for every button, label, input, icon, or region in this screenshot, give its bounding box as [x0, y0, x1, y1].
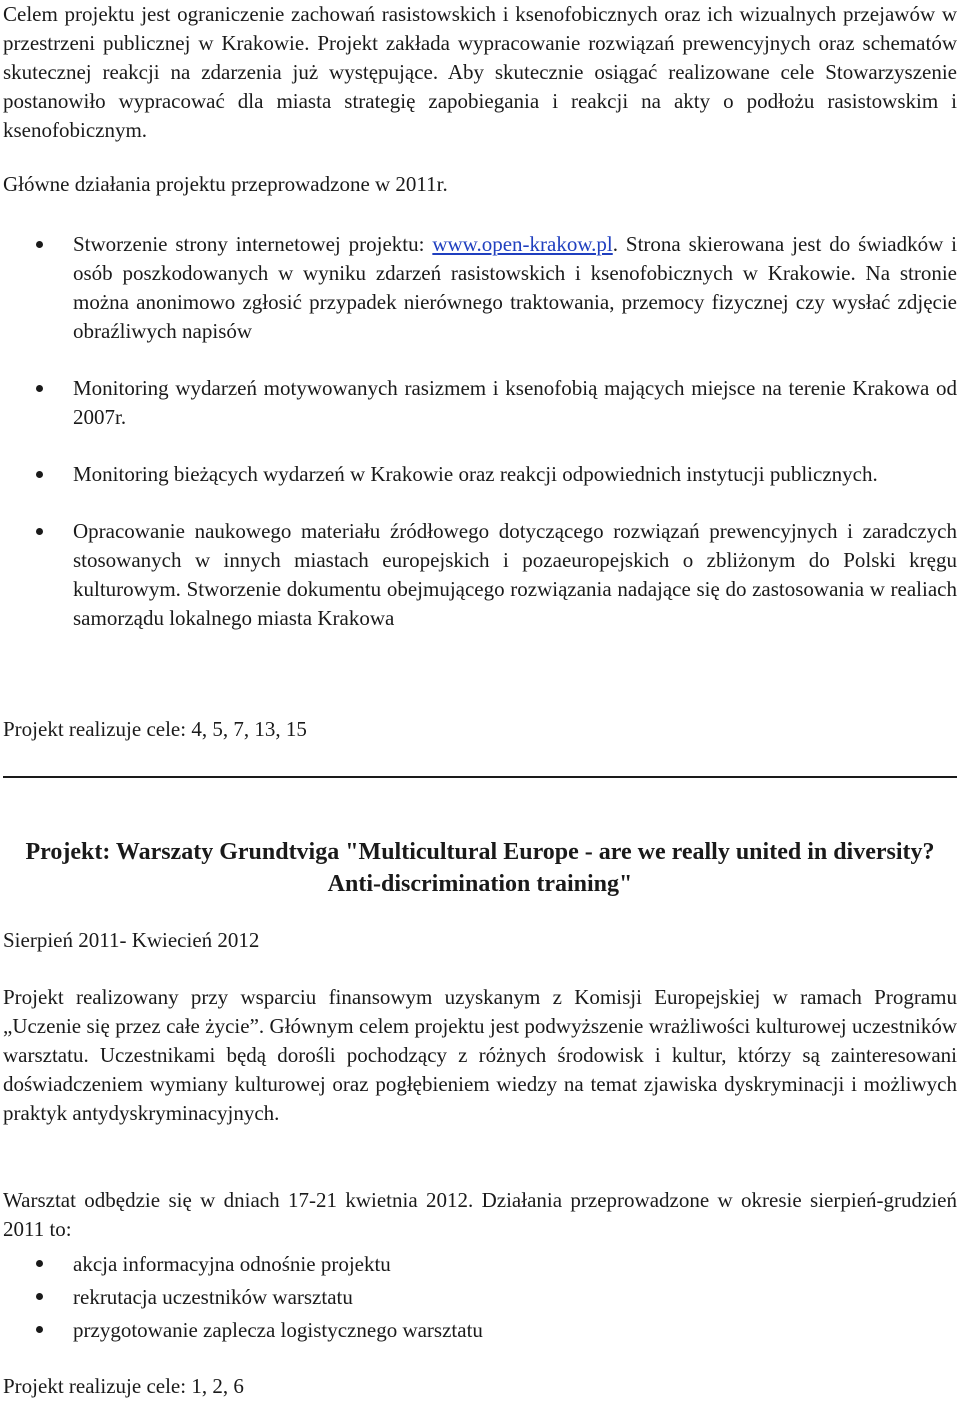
activity-text: Stworzenie strony internetowej projektu:	[73, 232, 433, 256]
activities-list	[3, 230, 957, 633]
list-item	[3, 517, 957, 633]
activity-text: Opracowanie naukowego materiału źródłowego dotyczącego rozwiązań prewencyjnych i zaradczych stosowanych w innych miastach europejskich i pozaeuropejskich o zbliżonym do Polski kręgu kulturowym. Stworzenie dokumentu obejmującego rozwiązania nadające się do zastosowania w realiach samorządu lokalnego miasta Krakowa	[73, 519, 957, 630]
list-item	[3, 1314, 483, 1347]
bullet-icon	[36, 471, 43, 478]
bullet-icon	[36, 241, 43, 248]
bullet-icon	[36, 1293, 43, 1300]
activity-text: Monitoring bieżących wydarzeń w Krakowie oraz reakcji odpowiednich instytucji publicznych.	[73, 462, 878, 486]
activities-lead: Główne działania projektu przeprowadzone w 2011r.	[3, 172, 448, 196]
action-text: przygotowanie zaplecza logistycznego warsztatu	[73, 1318, 483, 1342]
list-item	[3, 1248, 483, 1281]
intro-paragraph	[3, 0, 957, 145]
intro-text-part1: Celem projektu jest ograniczenie zachowań rasistowskich i ksenofobicznych oraz ich wizualnych przejawów w przestrzeni publicznej w Krakowie. Projekt zakłada wypracowanie rozwiązań prewencyjnych oraz schematów skutecznej reakcji na zdarzenia już występujące.	[3, 2, 957, 84]
action-text: akcja informacyjna odnośnie projektu	[73, 1252, 391, 1276]
bullet-icon	[36, 528, 43, 535]
list-item	[3, 460, 957, 489]
list-item	[3, 230, 957, 346]
project-goals: Projekt realizuje cele: 4, 5, 7, 13, 15	[3, 717, 307, 741]
intro-text-part2: Aby skutecznie osiągać realizowane cele Stowarzyszenie postanowiło wypracować dla miasta strategię zapobiegania i reakcji na akty o podłożu rasistowskim i ksenofobicznym.	[3, 60, 957, 142]
project-goals: Projekt realizuje cele: 1, 2, 6	[3, 1374, 244, 1398]
project-period: Sierpień 2011- Kwiecień 2012	[3, 928, 260, 952]
workshop-paragraph: Warsztat odbędzie się w dniach 17-21 kwietnia 2012. Działania przeprowadzone w okresie sierpień-grudzień 2011 to:	[3, 1188, 957, 1241]
list-item	[3, 1281, 483, 1314]
list-item	[3, 374, 957, 432]
website-link[interactable]: www.open-krakow.pl	[432, 232, 613, 256]
activity-text: Monitoring wydarzeń motywowanych rasizmem i ksenofobią mających miejsce na terenie Krakowa od 2007r.	[73, 376, 957, 429]
bullet-icon	[36, 1326, 43, 1333]
workshop-actions-list	[3, 1248, 483, 1347]
project-title: Projekt: Warszaty Grundtviga "Multicultural Europe - are we really united in diversity? Anti-discrimination training"	[25, 839, 935, 897]
activity-text: . Strona skierowana jest do świadków i osób poszkodowanych w wyniku zdarzeń rasistowskich i ksenofobicznych w Krakowie. Na stronie można anonimowo zgłosić przypadek nierównego traktowania, przemocy fizycznej czy wysłać zdjęcie obraźliwych napisów	[73, 232, 957, 343]
section-divider	[3, 776, 957, 778]
bullet-icon	[36, 385, 43, 392]
action-text: rekrutacja uczestników warsztatu	[73, 1285, 353, 1309]
bullet-icon	[36, 1260, 43, 1267]
funding-paragraph: Projekt realizowany przy wsparciu finansowym uzyskanym z Komisji Europejskiej w ramach Programu „Uczenie się przez całe życie”. Głównym celem projektu jest podwyższenie wrażliwości kulturowej uczestników warsztatu. Uczestnikami będą dorośli pochodzący z różnych środowisk i kultur, którzy są zainteresowani doświadczeniem wymiany kulturowej oraz pogłębieniem wiedzy na temat zjawiska dyskryminacji i możliwych praktyk antydyskryminacyjnych.	[3, 985, 957, 1125]
